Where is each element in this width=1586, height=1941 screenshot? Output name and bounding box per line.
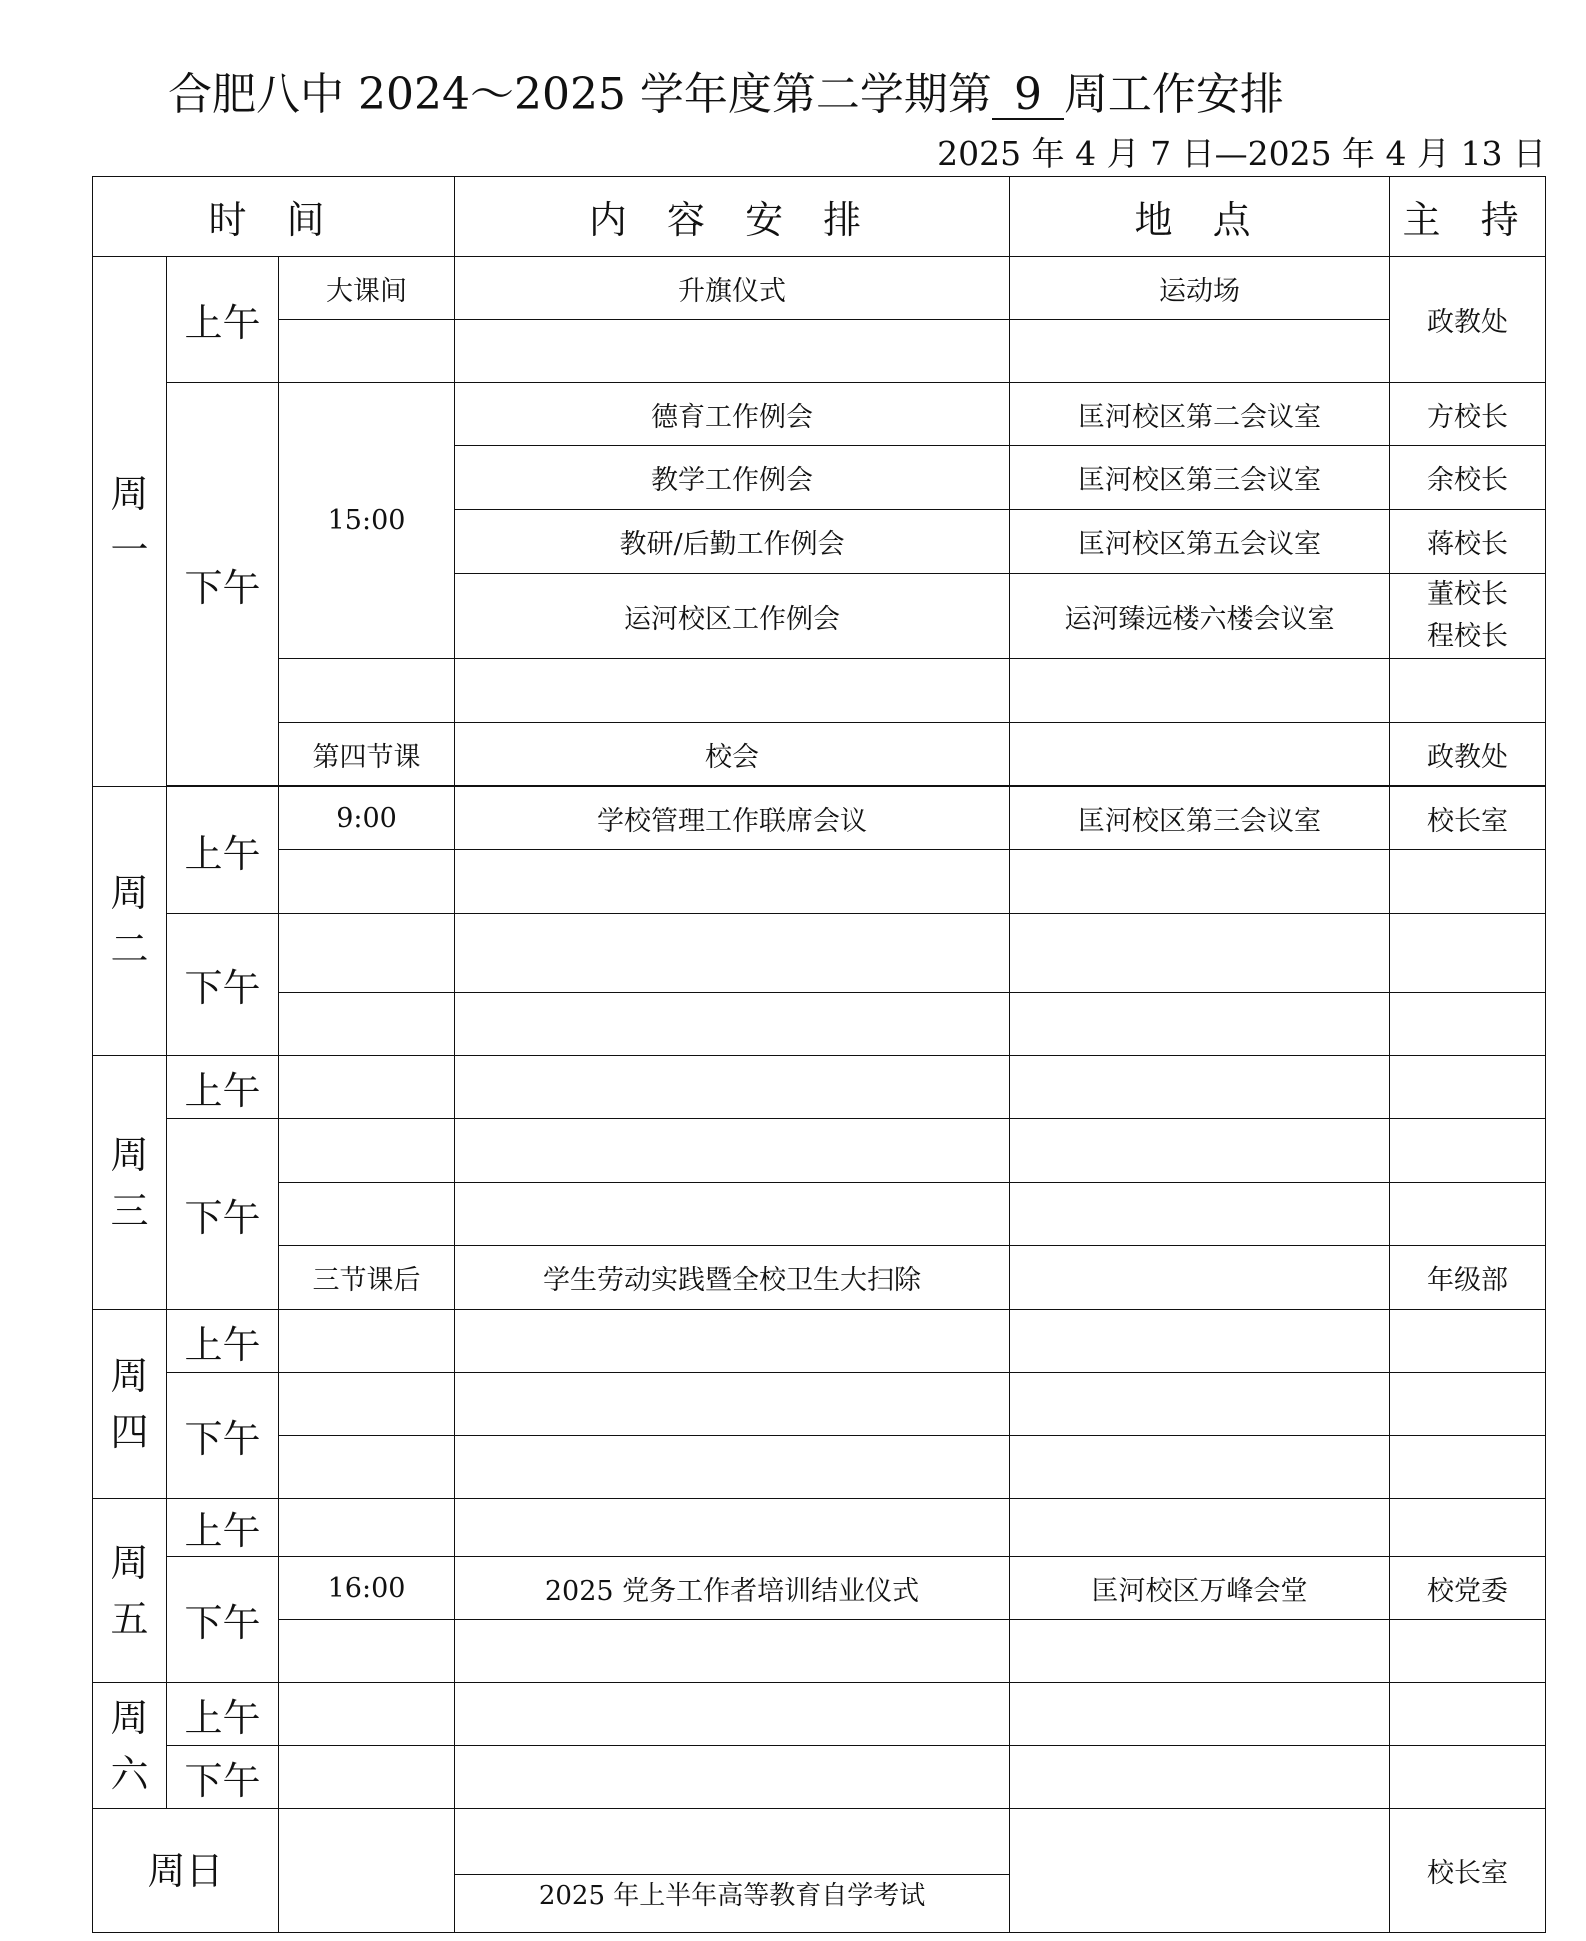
table-row bbox=[93, 723, 1546, 786]
host-cell: 蒋校长 bbox=[1390, 510, 1546, 574]
half-label-pm: 下午 bbox=[167, 1373, 279, 1499]
schedule-table bbox=[92, 176, 1546, 1933]
host-cell bbox=[1390, 1183, 1546, 1246]
content-cell bbox=[455, 1683, 1010, 1746]
half-label-pm: 下午 bbox=[167, 383, 279, 786]
half-label-am: 上午 bbox=[167, 1056, 279, 1119]
header-time: 时 间 bbox=[93, 177, 455, 257]
host-cell: 政教处 bbox=[1390, 257, 1546, 383]
place-cell bbox=[1010, 723, 1390, 786]
place-cell: 运河臻远楼六楼会议室 bbox=[1010, 574, 1390, 659]
time-cell bbox=[279, 1119, 455, 1183]
header-place: 地 点 bbox=[1010, 177, 1390, 257]
half-label-am: 上午 bbox=[167, 1683, 279, 1746]
half-label-pm: 下午 bbox=[167, 1746, 279, 1809]
place-cell bbox=[1010, 1620, 1390, 1683]
place-cell: 运动场 bbox=[1010, 257, 1390, 320]
title-suffix: 周工作安排 bbox=[1063, 69, 1284, 120]
time-cell: 大课间 bbox=[279, 257, 455, 320]
host-cell bbox=[1390, 1119, 1546, 1183]
table-row bbox=[93, 1809, 1546, 1933]
place-cell: 匡河校区万峰会堂 bbox=[1010, 1557, 1390, 1620]
table-row bbox=[93, 1246, 1546, 1310]
content-cell bbox=[455, 1373, 1010, 1436]
content-cell bbox=[455, 1809, 1010, 1933]
host-cell bbox=[1390, 993, 1546, 1056]
time-cell bbox=[279, 1620, 455, 1683]
place-cell bbox=[1010, 993, 1390, 1056]
place-cell bbox=[1010, 1246, 1390, 1310]
host-cell: 校长室 bbox=[1390, 1809, 1546, 1933]
table-row bbox=[93, 914, 1546, 993]
content-cell: 2025 党务工作者培训结业仪式 bbox=[455, 1557, 1010, 1620]
place-cell bbox=[1010, 850, 1390, 914]
table-row bbox=[93, 320, 1546, 383]
table-row bbox=[93, 659, 1546, 723]
content-cell bbox=[455, 1119, 1010, 1183]
place-cell bbox=[1010, 1436, 1390, 1499]
content-cell: 学生劳动实践暨全校卫生大扫除 bbox=[455, 1246, 1010, 1310]
host-cell bbox=[1390, 659, 1546, 723]
content-cell bbox=[455, 850, 1010, 914]
time-cell bbox=[279, 1683, 455, 1746]
host-cell bbox=[1390, 1436, 1546, 1499]
table-row bbox=[93, 1557, 1546, 1620]
day-label-wed: 周 三 bbox=[93, 1056, 167, 1310]
content-cell: 教研/后勤工作例会 bbox=[455, 510, 1010, 574]
table-row bbox=[93, 1436, 1546, 1499]
host-cell bbox=[1390, 574, 1546, 659]
content-cell: 德育工作例会 bbox=[455, 383, 1010, 446]
time-cell bbox=[279, 659, 455, 723]
content-cell bbox=[455, 1746, 1010, 1809]
content-cell bbox=[455, 1499, 1010, 1557]
header-host: 主 持 bbox=[1390, 177, 1546, 257]
day-label-tue: 周 二 bbox=[93, 787, 167, 1056]
place-cell bbox=[1010, 914, 1390, 993]
day-label-thu: 周 四 bbox=[93, 1310, 167, 1499]
time-cell: 9:00 bbox=[279, 787, 455, 850]
page-title bbox=[168, 58, 1284, 122]
time-cell bbox=[279, 993, 455, 1056]
table-row bbox=[93, 1056, 1546, 1119]
table-row bbox=[93, 1746, 1546, 1809]
place-cell bbox=[1010, 320, 1390, 383]
exam-title: 2025 年上半年高等教育自学考试 bbox=[538, 1881, 926, 1911]
half-label-pm: 下午 bbox=[167, 914, 279, 1056]
host-cell bbox=[1390, 1056, 1546, 1119]
table-row bbox=[93, 787, 1546, 850]
content-cell bbox=[455, 320, 1010, 383]
time-cell bbox=[279, 1056, 455, 1119]
time-cell bbox=[279, 1373, 455, 1436]
table-row bbox=[93, 257, 1546, 320]
table-row bbox=[93, 1183, 1546, 1246]
day-label-sun: 周日 bbox=[93, 1809, 279, 1933]
host-cell bbox=[1390, 850, 1546, 914]
host-cell: 校长室 bbox=[1390, 787, 1546, 850]
half-label-am: 上午 bbox=[167, 1499, 279, 1557]
content-cell bbox=[455, 1056, 1010, 1119]
time-cell: 15:00 bbox=[279, 383, 455, 659]
table-row bbox=[93, 1683, 1546, 1746]
host-cell: 年级部 bbox=[1390, 1246, 1546, 1310]
time-cell bbox=[279, 914, 455, 993]
host-cell bbox=[1390, 1373, 1546, 1436]
header-row bbox=[93, 177, 1546, 257]
place-cell bbox=[1010, 1310, 1390, 1373]
host-cell bbox=[1390, 1620, 1546, 1683]
place-cell bbox=[1010, 1183, 1390, 1246]
content-cell bbox=[455, 1436, 1010, 1499]
place-cell bbox=[1010, 1809, 1390, 1933]
table-row bbox=[93, 1373, 1546, 1436]
table-row bbox=[93, 1499, 1546, 1557]
time-cell bbox=[279, 1746, 455, 1809]
content-cell bbox=[455, 993, 1010, 1056]
table-row bbox=[93, 1119, 1546, 1183]
time-cell bbox=[279, 1809, 455, 1933]
time-cell bbox=[279, 1310, 455, 1373]
place-cell: 匡河校区第三会议室 bbox=[1010, 446, 1390, 510]
host-cell bbox=[1390, 1499, 1546, 1557]
content-cell bbox=[455, 1620, 1010, 1683]
place-cell bbox=[1010, 1373, 1390, 1436]
content-cell: 学校管理工作联席会议 bbox=[455, 787, 1010, 850]
content-cell bbox=[455, 659, 1010, 723]
place-cell bbox=[1010, 1056, 1390, 1119]
day-label-fri: 周 五 bbox=[93, 1499, 167, 1683]
place-cell bbox=[1010, 1746, 1390, 1809]
content-cell bbox=[455, 914, 1010, 993]
place-cell: 匡河校区第五会议室 bbox=[1010, 510, 1390, 574]
content-cell: 校会 bbox=[455, 723, 1010, 786]
host-cell: 校党委 bbox=[1390, 1557, 1546, 1620]
place-cell bbox=[1010, 659, 1390, 723]
time-cell bbox=[279, 1183, 455, 1246]
host-cell bbox=[1390, 914, 1546, 993]
time-cell bbox=[279, 1499, 455, 1557]
time-cell bbox=[279, 320, 455, 383]
host-cell: 余校长 bbox=[1390, 446, 1546, 510]
host-name: 董校长 bbox=[1427, 579, 1509, 610]
host-cell bbox=[1390, 1683, 1546, 1746]
header-content: 内 容 安 排 bbox=[455, 177, 1010, 257]
time-cell bbox=[279, 1436, 455, 1499]
half-label-pm: 下午 bbox=[167, 1119, 279, 1310]
time-cell: 16:00 bbox=[279, 1557, 455, 1620]
day-label-mon: 周 一 bbox=[93, 257, 167, 787]
day-label-sat: 周 六 bbox=[93, 1683, 167, 1809]
time-cell: 第四节课 bbox=[279, 723, 455, 786]
date-range: 2025 年 4 月 7 日—2025 年 4 月 13 日 bbox=[937, 134, 1546, 173]
host-cell: 政教处 bbox=[1390, 723, 1546, 786]
host-cell bbox=[1390, 1310, 1546, 1373]
content-cell: 运河校区工作例会 bbox=[455, 574, 1010, 659]
content-cell: 升旗仪式 bbox=[455, 257, 1010, 320]
week-number: 9 bbox=[992, 72, 1064, 120]
table-row bbox=[93, 383, 1546, 446]
table-row bbox=[93, 850, 1546, 914]
time-cell bbox=[279, 850, 455, 914]
place-cell bbox=[1010, 1499, 1390, 1557]
host-cell: 方校长 bbox=[1390, 383, 1546, 446]
host-name: 程校长 bbox=[1427, 621, 1509, 652]
half-label-pm: 下午 bbox=[167, 1557, 279, 1683]
place-cell bbox=[1010, 1119, 1390, 1183]
half-label-am: 上午 bbox=[167, 787, 279, 914]
content-cell bbox=[455, 1310, 1010, 1373]
content-cell: 教学工作例会 bbox=[455, 446, 1010, 510]
host-cell bbox=[1390, 1746, 1546, 1809]
content-cell bbox=[455, 1183, 1010, 1246]
table-row bbox=[93, 1620, 1546, 1683]
place-cell: 匡河校区第二会议室 bbox=[1010, 383, 1390, 446]
place-cell bbox=[1010, 1683, 1390, 1746]
place-cell: 匡河校区第三会议室 bbox=[1010, 787, 1390, 850]
half-label-am: 上午 bbox=[167, 1310, 279, 1373]
table-row bbox=[93, 1310, 1546, 1373]
half-label-am: 上午 bbox=[167, 257, 279, 383]
table-row bbox=[93, 993, 1546, 1056]
time-cell: 三节课后 bbox=[279, 1246, 455, 1310]
title-prefix: 合肥八中 2024～2025 学年度第二学期第 bbox=[168, 69, 992, 120]
